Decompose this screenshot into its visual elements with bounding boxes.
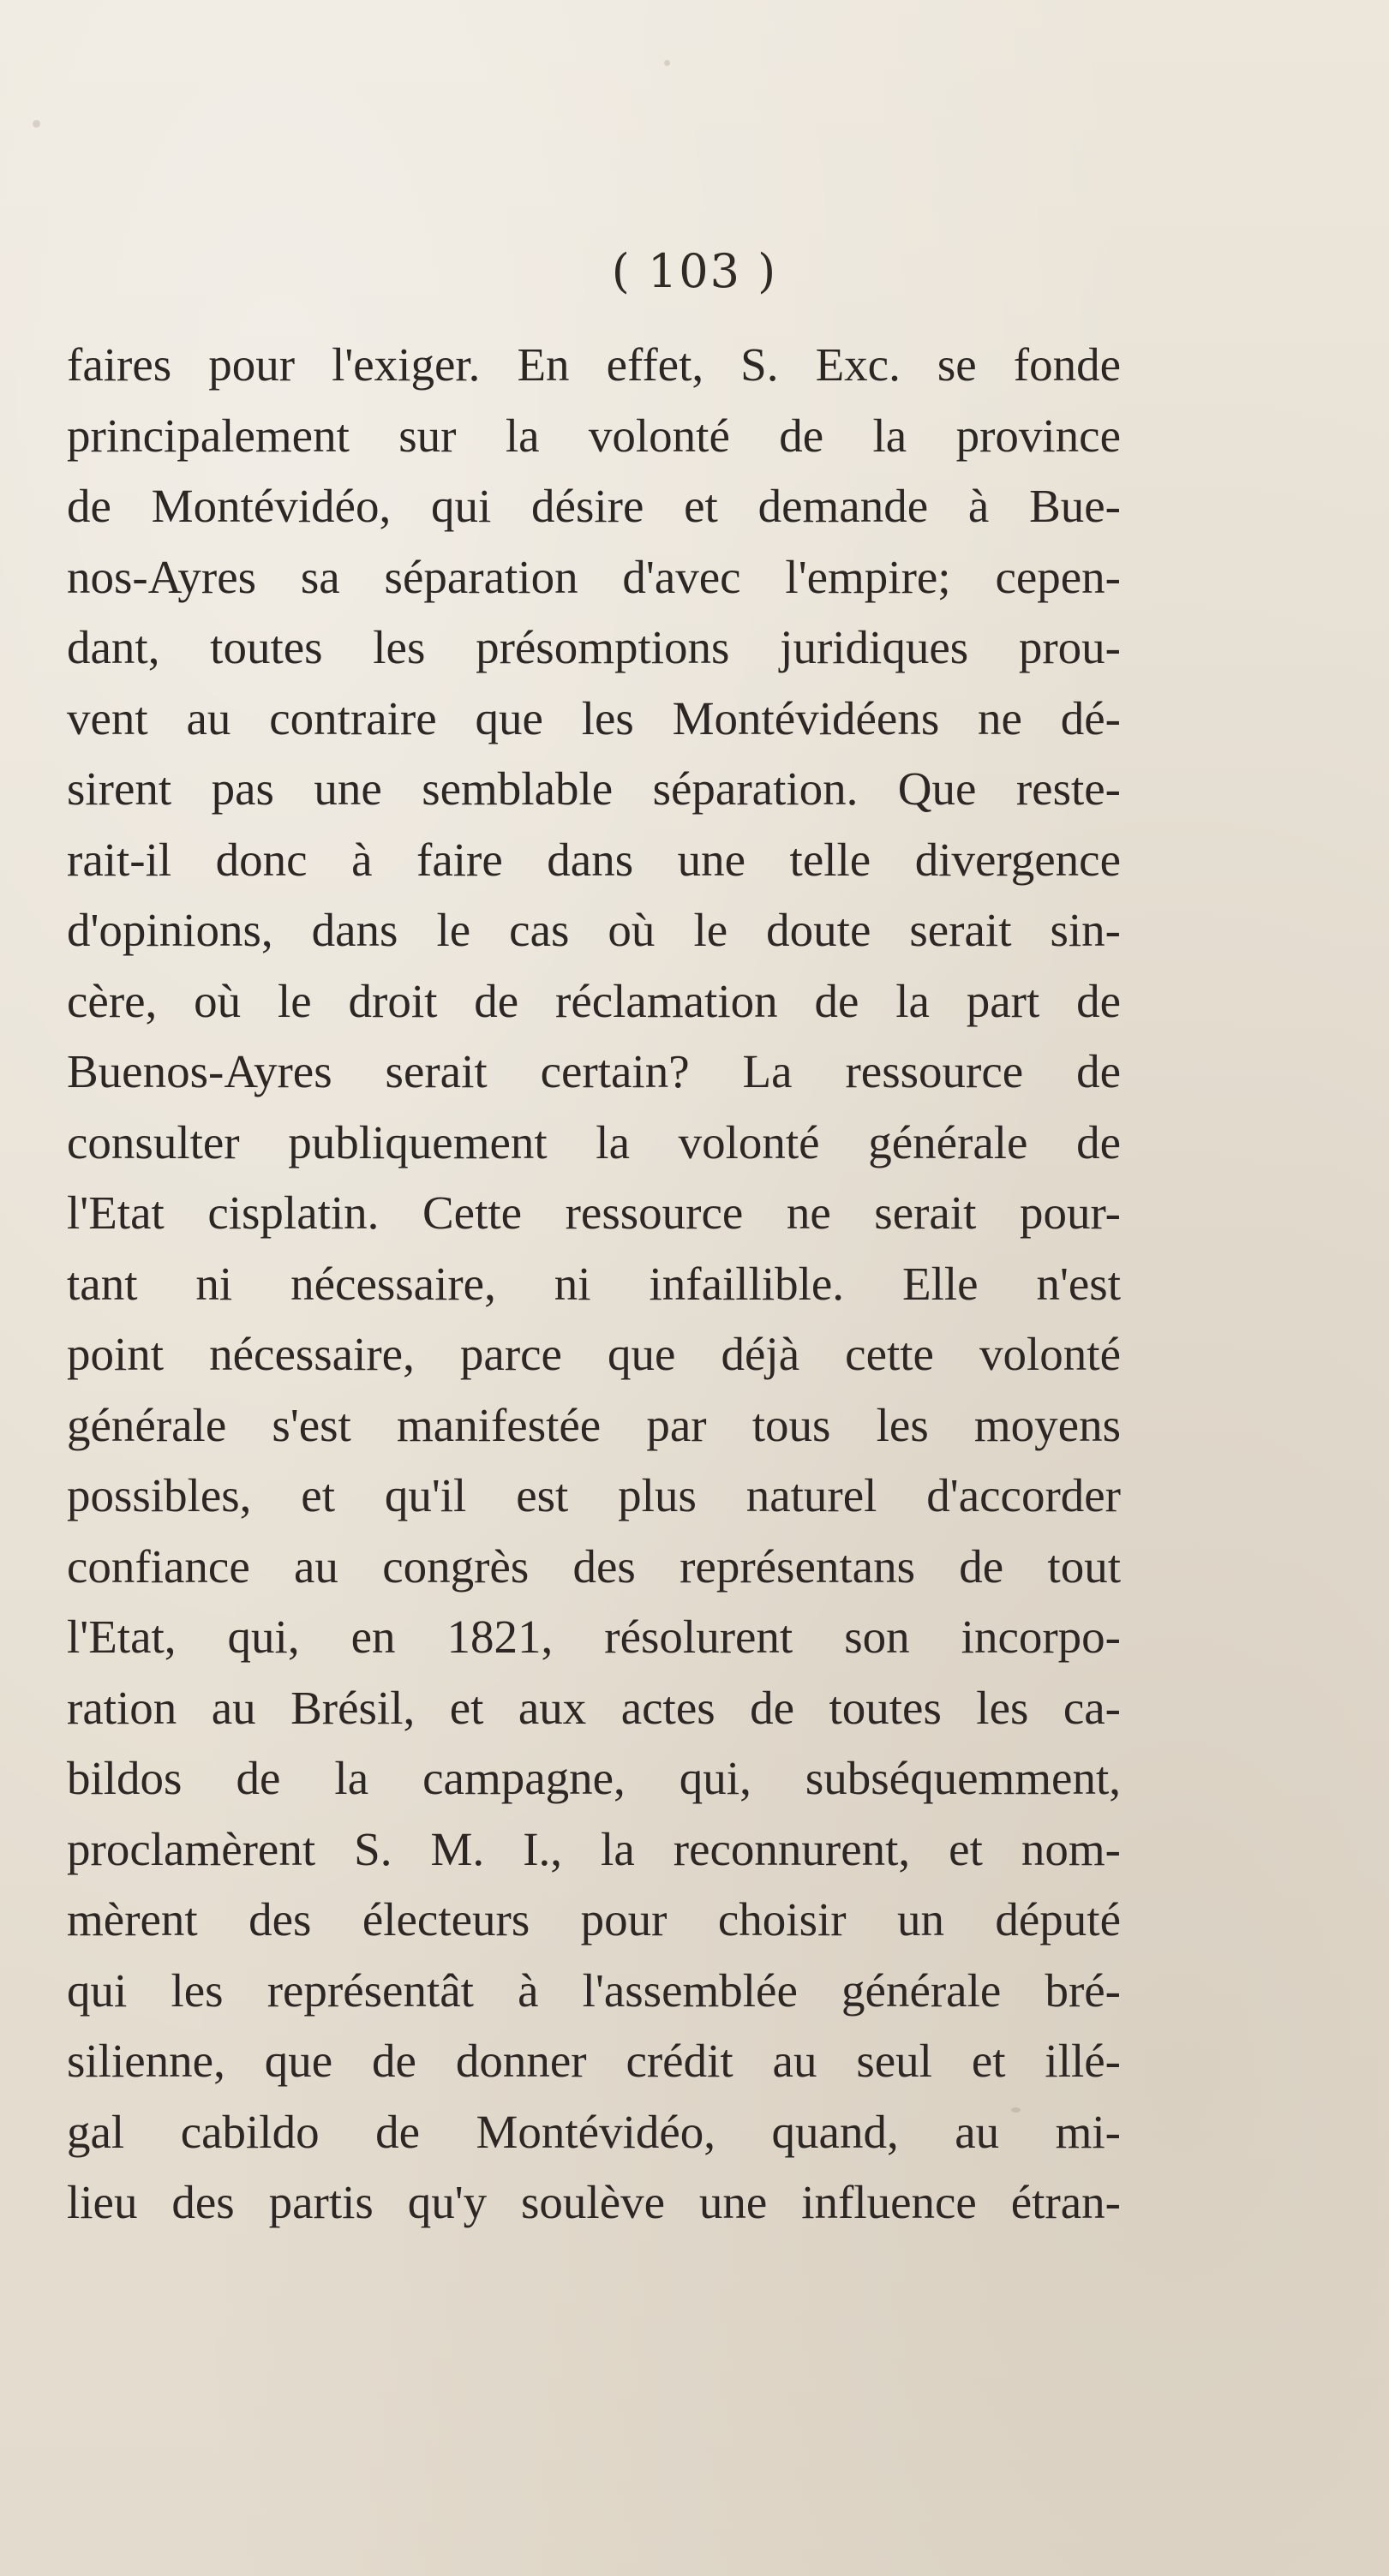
text-line: l'Etat cisplatin. Cette ressource ne serait pour- (67, 1186, 1121, 1239)
text-line: point nécessaire, parce que déjà cette volonté (67, 1328, 1121, 1380)
text-line: vent au contraire que les Montévidéens ne dé- (67, 691, 1121, 744)
text-line: sirent pas une semblable séparation. Que reste- (67, 762, 1121, 815)
text-line: lieu des partis qu'y soulève une influence étran- (67, 2176, 1121, 2228)
text-line: consulter publiquement la volonté générale de (67, 1115, 1121, 1168)
text-line: dant, toutes les présomptions juridiques prou- (67, 621, 1121, 673)
text-line: Buenos-Ayres serait certain? La ressource de (67, 1045, 1121, 1097)
text-line: ration au Brésil, et aux actes de toutes les ca- (67, 1681, 1121, 1734)
text-line: gal cabildo de Montévidéo, quand, au mi- (67, 2105, 1121, 2158)
text-line: cère, où le droit de réclamation de la part de (67, 974, 1121, 1027)
page-number: ( 103 ) (611, 244, 778, 298)
text-line: rait-il donc à faire dans une telle divergence (67, 833, 1121, 886)
text-line: mèrent des électeurs pour choisir un député (67, 1893, 1121, 1945)
text-line: silienne, que de donner crédit au seul et illé- (67, 2035, 1121, 2087)
text-line: principalement sur la volonté de la province (67, 409, 1121, 462)
text-line: faires pour l'exiger. En effet, S. Exc. se fonde (67, 338, 1121, 391)
body-text (67, 330, 1121, 2238)
text-line: nos-Ayres sa séparation d'avec l'empire; cepen- (67, 550, 1121, 603)
text-line: proclamèrent S. M. I., la reconnurent, et nom- (67, 1822, 1121, 1875)
text-line: possibles, et qu'il est plus naturel d'accorder (67, 1469, 1121, 1521)
paper-stain (33, 120, 40, 128)
text-line: qui les représentât à l'assemblée générale bré- (67, 1963, 1121, 2017)
text-line: tant ni nécessaire, ni infaillible. Elle n'est (67, 1257, 1121, 1310)
text-line: générale s'est manifestée par tous les moyens (67, 1398, 1121, 1451)
text-line: d'opinions, dans le cas où le doute serait sin- (67, 904, 1121, 956)
text-line: bildos de la campagne, qui, subséquemment, (67, 1752, 1121, 1804)
text-line: l'Etat, qui, en 1821, résolurent son incorpo- (67, 1611, 1121, 1663)
text-line: confiance au congrès des représentans de tout (67, 1539, 1121, 1593)
paper-stain (664, 60, 670, 66)
text-line: de Montévidéo, qui désire et demande à Bue- (67, 480, 1121, 532)
